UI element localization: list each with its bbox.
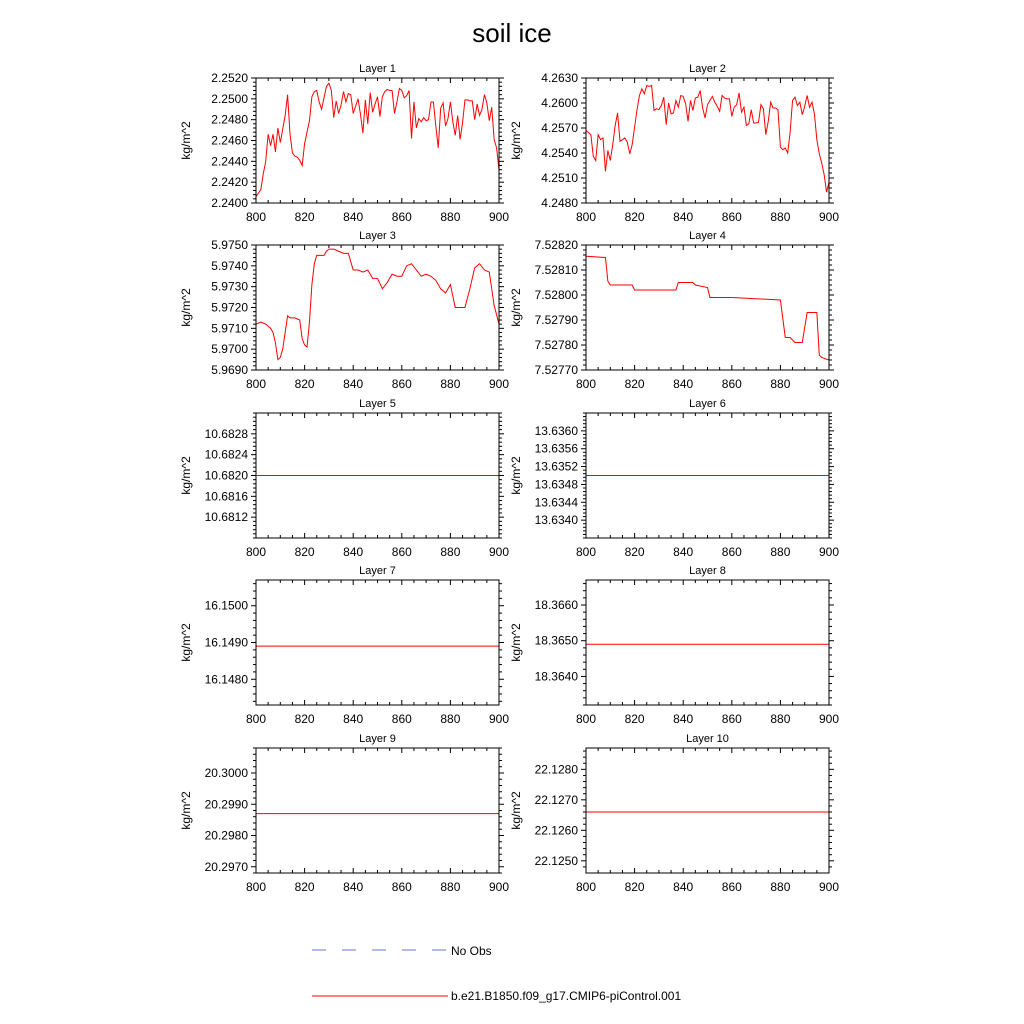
x-tick-label: 820 bbox=[624, 210, 645, 224]
panel-layer-8 bbox=[509, 565, 839, 726]
y-tick-label: 4.2510 bbox=[541, 171, 578, 185]
x-tick-label: 880 bbox=[770, 377, 791, 391]
x-tick-label: 860 bbox=[721, 210, 742, 224]
y-axis-label: kg/m^2 bbox=[179, 288, 193, 327]
panel-title: Layer 5 bbox=[359, 398, 396, 410]
x-tick-label: 840 bbox=[673, 712, 694, 726]
panel-layer-7 bbox=[179, 565, 509, 726]
x-tick-label: 880 bbox=[440, 210, 461, 224]
y-tick-label: 20.3000 bbox=[204, 766, 248, 780]
y-tick-label: 4.2630 bbox=[541, 71, 578, 85]
x-tick-label: 800 bbox=[245, 545, 267, 559]
x-tick-label: 820 bbox=[624, 377, 645, 391]
panel-title: Layer 4 bbox=[689, 230, 726, 242]
plot-frame bbox=[586, 580, 829, 705]
x-tick-label: 860 bbox=[721, 377, 742, 391]
plot-frame bbox=[586, 245, 829, 370]
legend-obs-label: No Obs bbox=[451, 944, 492, 958]
x-tick-label: 860 bbox=[391, 377, 412, 391]
x-tick-label: 800 bbox=[575, 377, 597, 391]
x-tick-label: 900 bbox=[488, 712, 510, 726]
panel-title: Layer 10 bbox=[686, 733, 729, 745]
y-tick-label: 7.52770 bbox=[534, 363, 578, 377]
x-tick-label: 840 bbox=[343, 712, 364, 726]
x-tick-label: 800 bbox=[575, 545, 597, 559]
x-tick-label: 840 bbox=[343, 210, 364, 224]
x-tick-label: 800 bbox=[245, 377, 267, 391]
y-tick-label: 20.2970 bbox=[204, 859, 248, 874]
x-tick-label: 860 bbox=[391, 210, 412, 224]
y-tick-label: 16.1490 bbox=[204, 635, 248, 650]
y-tick-label: 2.2400 bbox=[211, 196, 248, 210]
y-tick-label: 20.2990 bbox=[204, 797, 248, 812]
y-tick-label: 5.9720 bbox=[211, 300, 248, 315]
y-tick-label: 18.3650 bbox=[534, 633, 578, 648]
legend bbox=[312, 944, 681, 1003]
y-tick-label: 13.6348 bbox=[534, 477, 578, 492]
panel-title: Layer 9 bbox=[359, 733, 396, 745]
y-tick-label: 7.52810 bbox=[534, 263, 578, 277]
x-tick-label: 820 bbox=[294, 712, 315, 726]
panels-grid bbox=[179, 63, 839, 894]
y-tick-label: 5.9710 bbox=[211, 321, 248, 336]
panel-title: Layer 2 bbox=[689, 63, 726, 75]
plot-frame bbox=[256, 748, 499, 873]
x-tick-label: 900 bbox=[488, 880, 510, 894]
y-tick-label: 5.9750 bbox=[211, 238, 248, 252]
x-tick-label: 840 bbox=[343, 880, 364, 894]
x-tick-label: 820 bbox=[624, 545, 645, 559]
x-tick-label: 840 bbox=[343, 545, 364, 559]
x-tick-label: 860 bbox=[391, 545, 412, 559]
x-tick-label: 800 bbox=[245, 712, 267, 726]
y-axis-label: kg/m^2 bbox=[179, 623, 193, 662]
y-tick-label: 16.1480 bbox=[204, 672, 248, 687]
y-tick-label: 4.2570 bbox=[541, 121, 578, 135]
y-axis-label: kg/m^2 bbox=[179, 791, 193, 830]
y-axis-label: kg/m^2 bbox=[509, 623, 523, 662]
plot-frame bbox=[586, 748, 829, 873]
y-tick-label: 13.6340 bbox=[534, 513, 578, 528]
x-tick-label: 900 bbox=[818, 712, 840, 726]
x-tick-label: 820 bbox=[294, 545, 315, 559]
x-tick-label: 880 bbox=[440, 377, 461, 391]
panel-layer-2 bbox=[509, 63, 839, 224]
x-tick-label: 860 bbox=[721, 545, 742, 559]
x-tick-label: 900 bbox=[488, 377, 510, 391]
y-axis-label: kg/m^2 bbox=[509, 456, 523, 495]
y-tick-label: 5.9700 bbox=[211, 342, 248, 357]
x-tick-label: 800 bbox=[245, 880, 267, 894]
x-tick-label: 840 bbox=[673, 377, 694, 391]
y-tick-label: 13.6356 bbox=[534, 441, 578, 456]
x-tick-label: 800 bbox=[245, 210, 267, 224]
series-line-1 bbox=[586, 86, 829, 193]
x-tick-label: 820 bbox=[624, 880, 645, 894]
panel-layer-10 bbox=[509, 733, 839, 894]
panel-layer-1 bbox=[179, 63, 509, 224]
x-tick-label: 900 bbox=[818, 880, 840, 894]
panel-title: Layer 1 bbox=[359, 63, 396, 75]
x-tick-label: 800 bbox=[575, 880, 597, 894]
y-tick-label: 4.2600 bbox=[541, 96, 578, 110]
y-tick-label: 13.6344 bbox=[534, 495, 578, 510]
series-line-1 bbox=[586, 256, 829, 360]
x-tick-label: 840 bbox=[673, 880, 694, 894]
y-tick-label: 22.1250 bbox=[534, 853, 578, 868]
x-tick-label: 860 bbox=[391, 712, 412, 726]
panel-title: Layer 6 bbox=[689, 398, 726, 410]
panel-layer-6 bbox=[509, 398, 839, 559]
y-tick-label: 4.2540 bbox=[541, 146, 578, 160]
legend-model-label: b.e21.B1850.f09_g17.CMIP6-piControl.001 bbox=[451, 989, 682, 1003]
y-tick-label: 10.6828 bbox=[204, 426, 248, 441]
y-tick-label: 13.6360 bbox=[534, 423, 578, 438]
panel-layer-5 bbox=[179, 398, 509, 559]
y-tick-label: 2.2420 bbox=[211, 175, 248, 190]
x-tick-label: 880 bbox=[440, 545, 461, 559]
x-tick-label: 880 bbox=[770, 712, 791, 726]
y-axis-label: kg/m^2 bbox=[179, 121, 193, 160]
y-axis-label: kg/m^2 bbox=[509, 791, 523, 830]
y-tick-label: 7.52780 bbox=[534, 338, 578, 352]
y-tick-label: 22.1280 bbox=[534, 762, 578, 777]
y-tick-label: 2.2440 bbox=[211, 154, 248, 169]
y-tick-label: 10.6824 bbox=[204, 447, 248, 462]
y-tick-label: 13.6352 bbox=[534, 459, 578, 474]
x-tick-label: 880 bbox=[770, 210, 791, 224]
panel-layer-4 bbox=[509, 230, 839, 391]
plot-frame bbox=[586, 78, 829, 203]
x-tick-label: 900 bbox=[818, 545, 840, 559]
x-tick-label: 900 bbox=[818, 377, 840, 391]
panel-title: Layer 8 bbox=[689, 565, 726, 577]
y-tick-label: 16.1500 bbox=[204, 598, 248, 613]
x-tick-label: 880 bbox=[770, 545, 791, 559]
y-tick-label: 4.2480 bbox=[541, 196, 578, 210]
y-tick-label: 7.52790 bbox=[534, 313, 578, 327]
y-tick-label: 5.9730 bbox=[211, 279, 248, 294]
x-tick-label: 820 bbox=[294, 377, 315, 391]
x-tick-label: 860 bbox=[391, 880, 412, 894]
y-tick-label: 10.6816 bbox=[204, 489, 248, 504]
plot-frame bbox=[256, 580, 499, 705]
x-tick-label: 860 bbox=[721, 880, 742, 894]
x-tick-label: 880 bbox=[770, 880, 791, 894]
panel-title: Layer 3 bbox=[359, 230, 396, 242]
x-tick-label: 880 bbox=[440, 712, 461, 726]
y-axis-label: kg/m^2 bbox=[509, 121, 523, 160]
x-tick-label: 800 bbox=[575, 712, 597, 726]
y-tick-label: 10.6820 bbox=[204, 468, 248, 483]
x-tick-label: 900 bbox=[488, 210, 510, 224]
y-tick-label: 18.3640 bbox=[534, 669, 578, 684]
x-tick-label: 900 bbox=[488, 545, 510, 559]
y-tick-label: 22.1260 bbox=[534, 823, 578, 838]
y-tick-label: 2.2460 bbox=[211, 133, 248, 148]
series-line-1 bbox=[256, 83, 499, 197]
x-tick-label: 860 bbox=[721, 712, 742, 726]
x-tick-label: 820 bbox=[294, 880, 315, 894]
x-tick-label: 840 bbox=[673, 210, 694, 224]
x-tick-label: 900 bbox=[818, 210, 840, 224]
x-tick-label: 800 bbox=[575, 210, 597, 224]
y-tick-label: 2.2520 bbox=[211, 71, 248, 85]
x-tick-label: 840 bbox=[343, 377, 364, 391]
y-axis-label: kg/m^2 bbox=[509, 288, 523, 327]
y-tick-label: 2.2480 bbox=[211, 112, 248, 127]
y-tick-label: 5.9690 bbox=[211, 363, 248, 377]
y-tick-label: 2.2500 bbox=[211, 91, 248, 106]
y-tick-label: 10.6812 bbox=[204, 510, 248, 525]
y-tick-label: 22.1270 bbox=[534, 792, 578, 807]
y-tick-label: 20.2980 bbox=[204, 828, 248, 843]
panel-title: Layer 7 bbox=[359, 565, 396, 577]
y-tick-label: 7.52820 bbox=[534, 238, 578, 252]
series-line-1 bbox=[256, 249, 499, 359]
y-tick-label: 18.3660 bbox=[534, 598, 578, 612]
x-tick-label: 820 bbox=[294, 210, 315, 224]
y-axis-label: kg/m^2 bbox=[179, 456, 193, 495]
y-tick-label: 7.52800 bbox=[534, 288, 578, 302]
x-tick-label: 840 bbox=[673, 545, 694, 559]
panel-layer-9 bbox=[179, 733, 509, 894]
x-tick-label: 820 bbox=[624, 712, 645, 726]
x-tick-label: 880 bbox=[440, 880, 461, 894]
panel-layer-3 bbox=[179, 230, 509, 391]
y-tick-label: 5.9740 bbox=[211, 258, 248, 273]
figure-title: soil ice bbox=[472, 18, 552, 48]
